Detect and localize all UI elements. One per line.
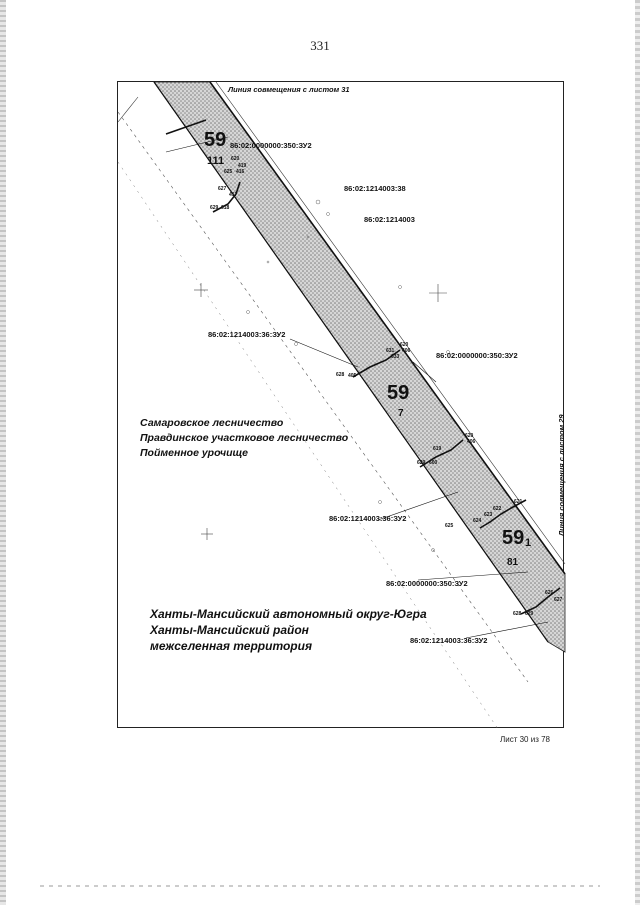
point-label: 627: [554, 597, 563, 603]
point-label: 621: [514, 499, 523, 505]
point-label: 405: [348, 373, 357, 379]
point-label: 417: [229, 192, 238, 198]
page-number: 331: [310, 38, 330, 53]
point-label: 406: [467, 439, 476, 445]
point-label: 416: [236, 169, 245, 175]
grid-cross-2: [429, 284, 447, 302]
quarter-number: 59: [387, 382, 410, 404]
cadastral-label: 86:02:1214003:36:ЗУ2: [208, 330, 286, 339]
point-label: 633: [391, 354, 400, 360]
cadastral-label: 86:02:0000000:350:ЗУ2: [386, 579, 468, 588]
scan-edge-left: [0, 0, 6, 905]
dashed-line-1: [118, 112, 528, 682]
road-line: [216, 82, 565, 564]
point-label: 619: [433, 446, 442, 452]
quarter-number: 59: [502, 527, 525, 549]
quarter-sub: 7: [398, 408, 404, 419]
region-label: межселенная территория: [150, 639, 313, 653]
match-line-top-label: Линия совмещения с листом 31: [228, 85, 350, 94]
point-label: 623: [484, 512, 493, 518]
point-label: 625: [445, 523, 454, 529]
point-label: 622: [493, 506, 502, 512]
forestry-label: Самаровское лесничество: [140, 417, 284, 429]
point-label: 618: [221, 205, 230, 211]
region-label: Ханты-Мансийский автономный округ-Югра: [150, 607, 427, 621]
forestry-label: Пойменное урочище: [140, 447, 248, 459]
quarter-number: 59: [204, 129, 227, 151]
point-label: 620: [400, 342, 409, 348]
point-label: 625: [224, 169, 233, 175]
quarter-index: 1: [525, 537, 532, 549]
point-label: 419: [238, 163, 247, 169]
grid-cross-1: [194, 283, 208, 297]
cadastral-label: 86:02:1214003:36:ЗУ2: [329, 514, 407, 523]
cadastral-label: 86:02:1214003: [364, 215, 415, 224]
scan-edge-bottom: [40, 885, 600, 887]
quarter-sub: 111: [207, 155, 225, 167]
cadastral-label: 86:02:1214003:38: [344, 184, 406, 193]
point-label: 628: [513, 611, 522, 617]
point-label: 629: [525, 611, 534, 617]
region-label: Ханты-Мансийский район: [150, 623, 309, 637]
edge-line: [118, 97, 138, 122]
sheet-number: Лист 30 из 78: [500, 735, 550, 744]
point-label: 629: [417, 460, 426, 466]
point-label: 620: [231, 156, 240, 162]
point-label: 627: [218, 186, 227, 192]
point-label: 626: [545, 590, 554, 596]
point-label: 620: [465, 433, 474, 439]
forest-stripe: [154, 82, 565, 652]
forestry-label: Правдинское участковое лесничество: [140, 432, 349, 444]
point-label: 624: [473, 518, 482, 524]
cadastral-label: 86:02:0000000:350:ЗУ2: [436, 351, 518, 360]
map-frame: [117, 81, 564, 728]
point-label: 628: [336, 372, 345, 378]
cadastral-label: 86:02:0000000:350:ЗУ2: [230, 141, 312, 150]
point-label: 629: [210, 205, 219, 211]
boundary-line-right: [210, 82, 565, 574]
match-line-right-label: Линия совмещения с листом 29: [557, 414, 566, 536]
cadastral-label: 86:02:1214003:36:ЗУ2: [410, 636, 488, 645]
quarter-sub: 81: [507, 557, 519, 568]
grid-cross-3: [201, 528, 213, 540]
point-label: 406: [402, 348, 411, 354]
scan-edge-right: [635, 0, 640, 905]
point-label: 600: [429, 460, 438, 466]
point-label: 631: [386, 348, 395, 354]
